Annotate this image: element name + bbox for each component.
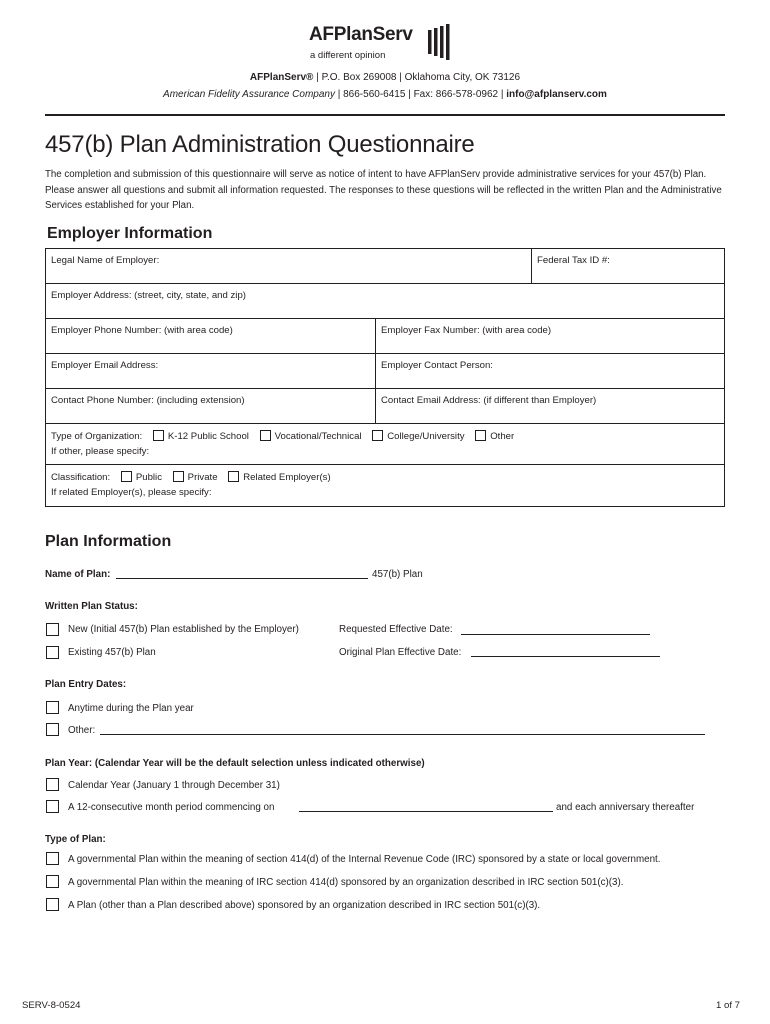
plan-name-line[interactable] [116, 578, 368, 579]
org-other-specify[interactable]: If other, please specify: [51, 446, 150, 457]
contact-email-field[interactable]: Contact Email Address: (if different than Employer) [375, 388, 725, 424]
entry-label: Plan Entry Dates: [45, 679, 127, 690]
employer-email-field[interactable]: Employer Email Address: [45, 353, 376, 389]
checkbox-type-3[interactable] [46, 898, 59, 911]
checkbox-k12[interactable] [153, 430, 164, 441]
status-existing-label: Existing 457(b) Plan [68, 647, 156, 658]
afplanserv-logo [309, 24, 469, 64]
status-label: Written Plan Status: [45, 601, 138, 612]
address-line: AFPlanServ® | P.O. Box 269008 | Oklahoma City, OK 73126 [249, 72, 521, 83]
type-2-label: A governmental Plan within the meaning of IRC section 414(d) sponsored by an organization described in IRC section 501(c)(3). [68, 877, 624, 888]
plan-heading: Plan Information [45, 533, 172, 550]
classification-row: Classification: Public Private Related Employer(s) If related Employer(s), please specify: [45, 464, 725, 507]
related-specify[interactable]: If related Employer(s), please specify: [51, 487, 212, 498]
logo-wordmark: AFPlanServ [309, 24, 413, 45]
year-anniv-label: and each anniversary thereafter [556, 802, 695, 813]
year-commence-line[interactable] [299, 811, 553, 812]
checkbox-vocational[interactable] [260, 430, 271, 441]
entry-other-label: Other: [68, 725, 96, 736]
entry-other-line[interactable] [100, 734, 705, 735]
entry-anytime-label: Anytime during the Plan year [68, 703, 194, 714]
employer-fax-field[interactable]: Employer Fax Number: (with area code) [375, 318, 725, 354]
checkbox-year-12month[interactable] [46, 800, 59, 813]
original-date-line[interactable] [471, 656, 660, 657]
plan-type-label: Type of Plan: [45, 834, 106, 845]
page-title: 457(b) Plan Administration Questionnaire [45, 131, 475, 158]
employer-contact-field[interactable]: Employer Contact Person: [375, 353, 725, 389]
employer-address-field[interactable]: Employer Address: (street, city, state, and zip) [45, 283, 725, 319]
logo-tagline: a different opinion [310, 50, 386, 61]
legal-name-field[interactable]: Legal Name of Employer: [45, 248, 532, 284]
checkbox-private[interactable] [173, 471, 184, 482]
checkbox-status-existing[interactable] [46, 646, 59, 659]
checkbox-entry-anytime[interactable] [46, 701, 59, 714]
email-link[interactable]: info@afplanserv.com [506, 89, 607, 100]
requested-date-line[interactable] [461, 634, 650, 635]
employer-phone-field[interactable]: Employer Phone Number: (with area code) [45, 318, 376, 354]
form-code: SERV-8-0524 [22, 1000, 81, 1011]
checkbox-year-calendar[interactable] [46, 778, 59, 791]
plan-name-suffix: 457(b) Plan [372, 569, 423, 580]
page-number: 1 of 7 [715, 1000, 740, 1011]
checkbox-type-1[interactable] [46, 852, 59, 865]
type-3-label: A Plan (other than a Plan described above) sponsored by an organization described in IRC section 501(c)(3). [68, 900, 541, 911]
original-date-label: Original Plan Effective Date: [339, 647, 462, 658]
checkbox-entry-other[interactable] [46, 723, 59, 736]
checkbox-college[interactable] [372, 430, 383, 441]
logo-bars-icon [426, 24, 456, 60]
type-1-label: A governmental Plan within the meaning of section 414(d) of the Internal Revenue Code (IRC) sponsored by a state or local government. [68, 854, 661, 865]
checkbox-other[interactable] [475, 430, 486, 441]
checkbox-related[interactable] [228, 471, 239, 482]
year-calendar-label: Calendar Year (January 1 through December 31) [68, 780, 280, 791]
plan-name-label: Name of Plan: [45, 569, 111, 580]
employer-heading: Employer Information [47, 225, 213, 242]
organization-type-row: Type of Organization: K-12 Public School Vocational/Technical College/University Other If other, please specify: [45, 423, 725, 465]
checkbox-type-2[interactable] [46, 875, 59, 888]
plan-year-label: Plan Year: (Calendar Year will be the default selection unless indicated otherwise) [45, 758, 425, 769]
tax-id-field[interactable]: Federal Tax ID #: [531, 248, 725, 284]
year-12month-label: A 12-consecutive month period commencing on [68, 802, 275, 813]
contact-line: American Fidelity Assurance Company | 866-560-6415 | Fax: 866-578-0962 | info@afplanserv.com [163, 89, 607, 100]
checkbox-status-new[interactable] [46, 623, 59, 636]
requested-date-label: Requested Effective Date: [339, 624, 453, 635]
intro-paragraph: The completion and submission of this questionnaire will serve as notice of intent to have AFPlanServ provide administrative services for your 457(b) Plan. Please answer all questions and submit all information requested. The responses to these questions will be reflected in the written Plan and the Administrative Services established for your Plan. [45, 169, 722, 211]
checkbox-public[interactable] [121, 471, 132, 482]
status-new-label: New (Initial 457(b) Plan established by the Employer) [68, 624, 299, 635]
header-rule [45, 114, 725, 116]
contact-phone-field[interactable]: Contact Phone Number: (including extension) [45, 388, 376, 424]
